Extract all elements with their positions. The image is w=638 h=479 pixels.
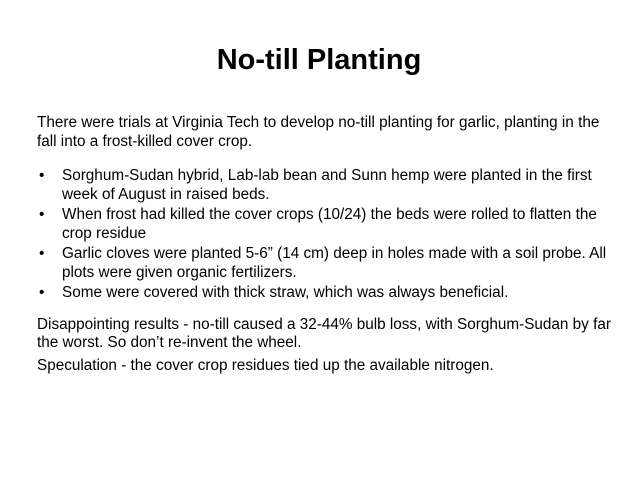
bullet-marker: •: [39, 206, 45, 223]
bullet-item: [37, 284, 612, 303]
bullet-item: [37, 206, 612, 243]
bullet-item: [37, 167, 612, 204]
bullet-marker: •: [39, 245, 45, 262]
bullet-text: Sorghum-Sudan hybrid, Lab-lab bean and Sunn hemp were planted in the first week of August in raised beds.: [62, 167, 592, 203]
slide-title: No-till Planting: [216, 44, 422, 76]
slide-body: [37, 114, 612, 375]
bullet-marker: •: [39, 167, 45, 184]
speculation-paragraph: Speculation - the cover crop residues tied up the available nitrogen.: [37, 356, 494, 374]
bullet-text: Garlic cloves were planted 5-6” (14 cm) deep in holes made with a soil probe. All plots were given organic fertilizers.: [62, 245, 607, 281]
bullet-text: When frost had killed the cover crops (10/24) the beds were rolled to flatten the crop residue: [62, 206, 597, 242]
bullet-item: [37, 245, 612, 282]
bullet-text: Some were covered with thick straw, which was always beneficial.: [62, 284, 509, 301]
bullet-list: [37, 167, 612, 303]
intro-paragraph: There were trials at Virginia Tech to develop no-till planting for garlic, planting in the fall into a frost-killed cover crop.: [37, 114, 600, 150]
bullet-marker: •: [39, 284, 45, 301]
results-paragraph: Disappointing results - no-till caused a 32-44% bulb loss, with Sorghum-Sudan by far the worst. So don’t re-invent the wheel.: [37, 315, 611, 351]
